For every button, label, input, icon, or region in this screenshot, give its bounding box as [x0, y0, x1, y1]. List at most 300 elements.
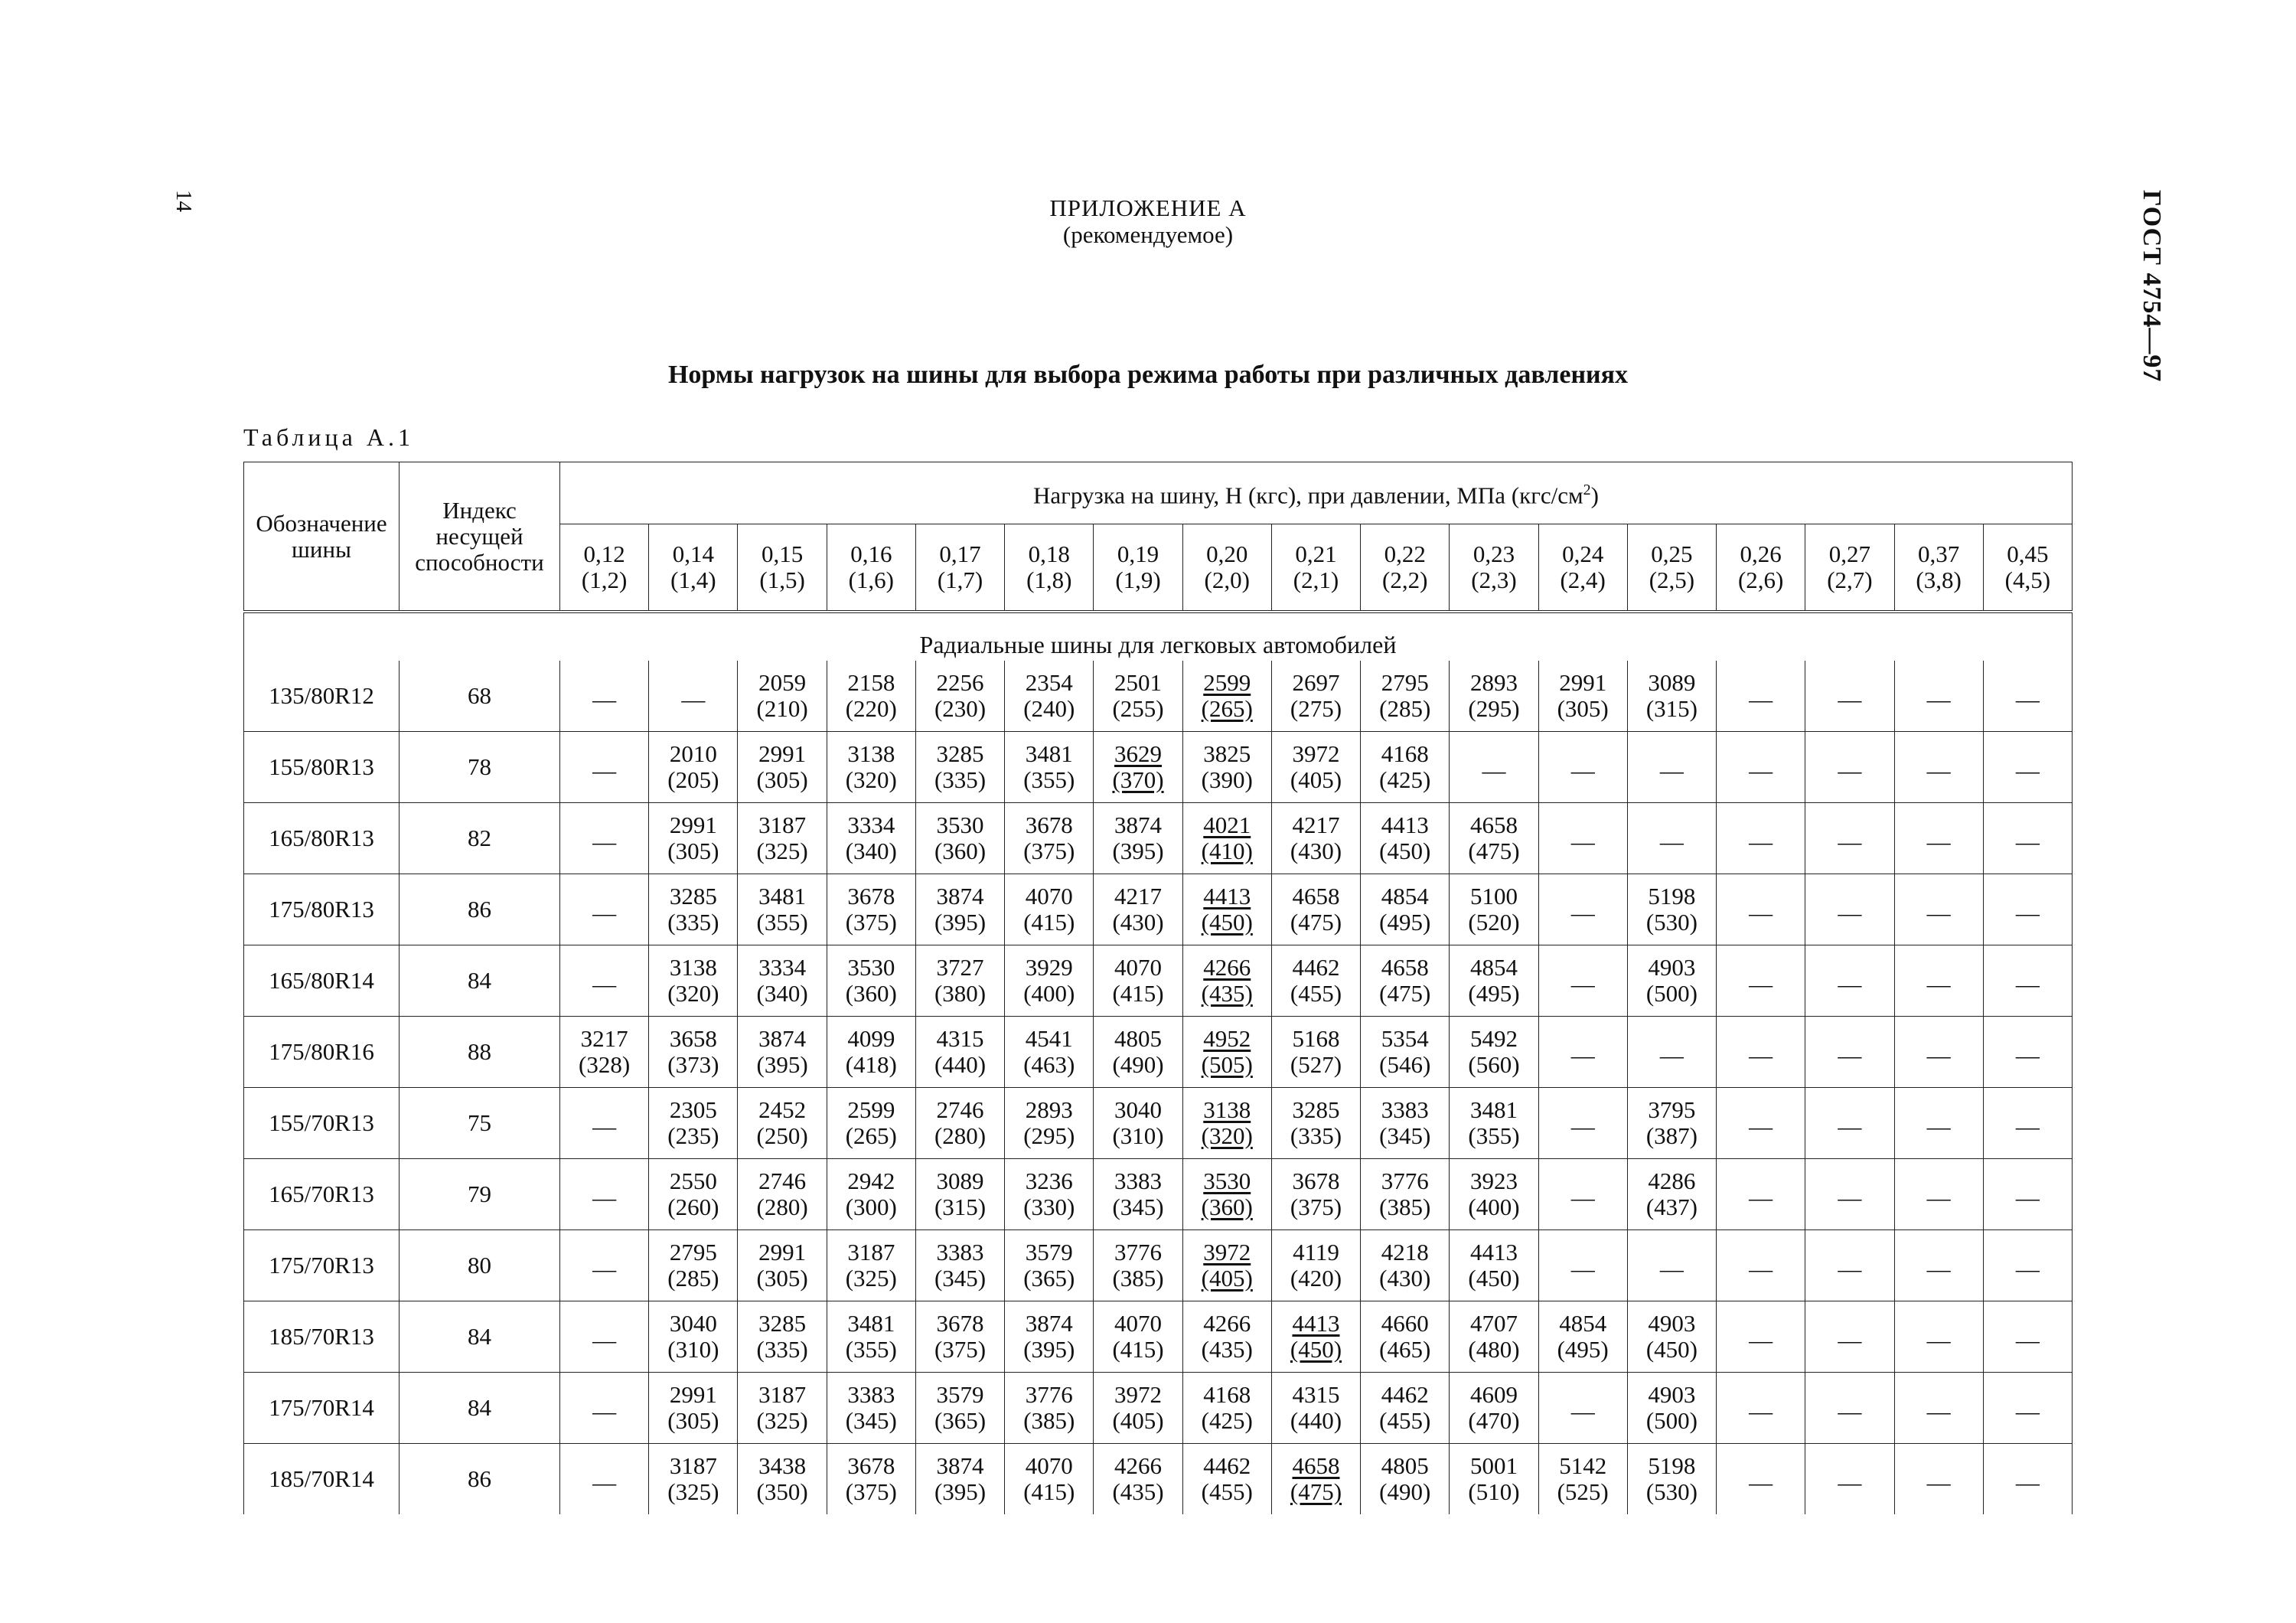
load-cell	[827, 732, 915, 803]
table-row	[244, 874, 2073, 945]
dash-mark: —	[592, 828, 617, 855]
empty-cell	[1894, 732, 1983, 803]
loads-table	[243, 462, 2073, 1514]
load-newtons: 3678	[936, 1310, 984, 1337]
load-newtons: 3187	[847, 1239, 895, 1265]
load-kgf: (440)	[1290, 1407, 1342, 1434]
load-newtons: 3438	[758, 1452, 807, 1479]
load-cell	[1094, 1301, 1182, 1373]
load-kgf: (320)	[845, 766, 897, 793]
load-kgf: (495)	[1468, 980, 1520, 1007]
dash-mark: —	[1749, 757, 1773, 784]
load-cell	[915, 732, 1004, 803]
pressure-kgf: (2,0)	[1204, 567, 1250, 593]
dash-mark: —	[1838, 1398, 1862, 1425]
load-kgf: (375)	[845, 1478, 897, 1505]
load-kgf: (260)	[667, 1194, 719, 1220]
table-row	[244, 1301, 2073, 1373]
load-index: 86	[400, 874, 560, 945]
dash-mark: —	[1926, 828, 1951, 855]
pressure-mpa: 0,17	[939, 540, 981, 567]
pressure-kgf: (2,2)	[1382, 567, 1428, 593]
appendix-subtitle: (рекомендуемое)	[1062, 221, 1234, 248]
load-kgf: (355)	[756, 909, 808, 936]
empty-cell	[560, 1301, 649, 1373]
load-cell	[827, 1017, 915, 1088]
load-kgf: (375)	[1290, 1194, 1342, 1220]
load-newtons: 4462	[1203, 1452, 1251, 1479]
load-cell	[738, 945, 827, 1017]
header-index: Индекс несущей способности	[400, 462, 560, 612]
load-cell	[1005, 945, 1094, 1017]
load-cell	[1094, 661, 1182, 732]
load-newtons: 5001	[1469, 1452, 1518, 1479]
table-row	[244, 945, 2073, 1017]
pressure-mpa: 0,12	[583, 540, 625, 567]
load-cell	[649, 945, 738, 1017]
empty-cell	[1983, 874, 2072, 945]
load-newtons: 2991	[669, 812, 717, 838]
load-cell	[1271, 1017, 1360, 1088]
dash-mark: —	[592, 900, 617, 926]
load-newtons: 4021	[1203, 812, 1251, 838]
load-kgf: (345)	[934, 1265, 987, 1292]
load-cell	[1271, 732, 1360, 803]
load-index: 86	[400, 1444, 560, 1515]
load-newtons: 3285	[936, 740, 984, 767]
load-newtons: 4952	[1203, 1025, 1251, 1052]
table-row	[244, 1159, 2073, 1230]
load-kgf: (425)	[1379, 766, 1431, 793]
header-load-sup: 2	[1583, 482, 1591, 499]
load-kgf: (385)	[1112, 1265, 1164, 1292]
load-kgf: (365)	[1023, 1265, 1075, 1292]
load-kgf: (475)	[1468, 838, 1520, 864]
dash-mark: —	[1659, 1256, 1684, 1282]
empty-cell	[1717, 874, 1805, 945]
pressure-header	[1005, 524, 1094, 612]
empty-cell	[560, 1444, 649, 1515]
load-newtons: 3187	[669, 1452, 717, 1479]
load-newtons: 3040	[669, 1310, 717, 1337]
empty-cell	[1717, 1301, 1805, 1373]
pressure-kgf: (2,1)	[1293, 567, 1339, 593]
load-cell	[1271, 1159, 1360, 1230]
empty-cell	[1983, 1017, 2072, 1088]
load-newtons: 2158	[847, 669, 895, 696]
load-kgf: (450)	[1645, 1336, 1698, 1363]
load-index: 84	[400, 1301, 560, 1373]
load-newtons: 4903	[1648, 1310, 1696, 1337]
load-kgf: (230)	[934, 695, 987, 722]
load-cell	[1005, 1373, 1094, 1444]
load-cell	[1450, 1159, 1538, 1230]
load-cell	[1361, 874, 1450, 945]
dash-mark: —	[1749, 1184, 1773, 1211]
load-newtons: 4413	[1292, 1310, 1340, 1337]
empty-cell	[1805, 1301, 1894, 1373]
empty-cell	[1894, 803, 1983, 874]
load-kgf: (415)	[1023, 1478, 1075, 1505]
pressure-header	[1450, 524, 1538, 612]
tire-designation: 165/70R13	[244, 1159, 400, 1230]
load-newtons: 2059	[758, 669, 807, 696]
pressure-kgf: (2,3)	[1471, 567, 1517, 593]
load-cell	[1182, 803, 1271, 874]
load-kgf: (355)	[1023, 766, 1075, 793]
dash-mark: —	[1838, 1256, 1862, 1282]
load-index: 79	[400, 1159, 560, 1230]
dash-mark: —	[1926, 971, 1951, 998]
empty-cell	[1627, 803, 1716, 874]
load-cell	[560, 1017, 649, 1088]
dash-mark: —	[1926, 757, 1951, 784]
dash-mark: —	[592, 757, 617, 784]
load-newtons: 4266	[1203, 1310, 1251, 1337]
empty-cell	[1717, 1230, 1805, 1301]
load-kgf: (546)	[1379, 1051, 1431, 1078]
pressure-header	[1717, 524, 1805, 612]
load-cell	[738, 803, 827, 874]
dash-mark: —	[1659, 828, 1684, 855]
load-newtons: 3678	[847, 883, 895, 909]
load-cell	[1094, 1088, 1182, 1159]
empty-cell	[1983, 732, 2072, 803]
dash-mark: —	[1749, 1256, 1773, 1282]
dash-mark: —	[2015, 971, 2040, 998]
load-newtons: 2697	[1292, 669, 1340, 696]
load-cell	[827, 1444, 915, 1515]
dash-mark: —	[1749, 1469, 1773, 1496]
pressure-kgf: (2,6)	[1737, 567, 1784, 593]
empty-cell	[1894, 661, 1983, 732]
empty-cell	[1983, 1159, 2072, 1230]
load-cell	[1182, 1159, 1271, 1230]
pressure-header	[1983, 524, 2072, 612]
load-cell	[915, 1088, 1004, 1159]
empty-cell	[560, 1373, 649, 1444]
load-newtons: 3285	[669, 883, 717, 909]
load-kgf: (340)	[756, 980, 808, 1007]
load-kgf: (400)	[1468, 1194, 1520, 1220]
load-cell	[738, 1444, 827, 1515]
empty-cell	[1717, 803, 1805, 874]
pressure-mpa: 0,37	[1918, 540, 1960, 567]
load-kgf: (405)	[1290, 766, 1342, 793]
load-kgf: (385)	[1379, 1194, 1431, 1220]
load-kgf: (300)	[845, 1194, 897, 1220]
load-cell	[1271, 661, 1360, 732]
load-kgf: (325)	[845, 1265, 897, 1292]
pressure-header	[1182, 524, 1271, 612]
load-cell	[738, 732, 827, 803]
header-tire: Обозначение шины	[244, 462, 400, 612]
load-cell	[827, 1373, 915, 1444]
load-kgf: (335)	[756, 1336, 808, 1363]
load-kgf: (280)	[756, 1194, 808, 1220]
empty-cell	[1538, 1159, 1627, 1230]
pressure-header	[827, 524, 915, 612]
pressure-header	[1805, 524, 1894, 612]
load-cell	[1271, 874, 1360, 945]
empty-cell	[1894, 1230, 1983, 1301]
dash-mark: —	[1749, 1042, 1773, 1069]
dash-mark: —	[1749, 1113, 1773, 1140]
load-kgf: (415)	[1112, 1336, 1164, 1363]
load-kgf: (405)	[1201, 1265, 1253, 1292]
load-newtons: 3138	[669, 954, 717, 981]
pressure-header	[738, 524, 827, 612]
load-index: 84	[400, 1373, 560, 1444]
load-newtons: 4168	[1203, 1381, 1251, 1408]
empty-cell	[1983, 1373, 2072, 1444]
pressure-kgf: (1,7)	[937, 567, 983, 593]
load-cell	[1271, 1373, 1360, 1444]
load-cell	[1005, 1017, 1094, 1088]
load-newtons: 2550	[669, 1167, 717, 1194]
empty-cell	[1983, 1301, 2072, 1373]
pressure-header	[1538, 524, 1627, 612]
empty-cell	[1717, 1373, 1805, 1444]
load-kgf: (365)	[934, 1407, 987, 1434]
load-kgf: (345)	[845, 1407, 897, 1434]
load-cell	[915, 1301, 1004, 1373]
dash-mark: —	[592, 1113, 617, 1140]
tire-designation: 175/70R14	[244, 1373, 400, 1444]
load-cell	[1450, 1373, 1538, 1444]
load-cell	[1271, 1444, 1360, 1515]
load-kgf: (375)	[934, 1336, 987, 1363]
load-cell	[738, 1088, 827, 1159]
pressure-mpa: 0,20	[1206, 540, 1248, 567]
load-newtons: 3727	[936, 954, 984, 981]
table-row	[244, 732, 2073, 803]
load-newtons: 4541	[1025, 1025, 1073, 1052]
load-newtons: 3678	[1292, 1167, 1340, 1194]
load-cell	[1627, 1444, 1716, 1515]
dash-mark: —	[1926, 1469, 1951, 1496]
load-cell	[827, 874, 915, 945]
load-newtons: 3678	[1025, 812, 1073, 838]
load-kgf: (315)	[1645, 695, 1698, 722]
load-newtons: 4315	[936, 1025, 984, 1052]
empty-cell	[1717, 945, 1805, 1017]
load-cell	[915, 1230, 1004, 1301]
load-newtons: 3334	[847, 812, 895, 838]
load-newtons: 3138	[847, 740, 895, 767]
load-cell	[1538, 1444, 1627, 1515]
load-index: 88	[400, 1017, 560, 1088]
dash-mark: —	[1749, 971, 1773, 998]
load-cell	[1361, 1017, 1450, 1088]
table-row	[244, 1444, 2073, 1515]
load-newtons: 3874	[758, 1025, 807, 1052]
dash-mark: —	[1926, 686, 1951, 713]
pressure-header	[1094, 524, 1182, 612]
load-newtons: 4658	[1469, 812, 1518, 838]
load-cell	[1361, 661, 1450, 732]
load-newtons: 3795	[1648, 1096, 1696, 1123]
load-cell	[738, 1373, 827, 1444]
load-kgf: (510)	[1468, 1478, 1520, 1505]
load-newtons: 4413	[1203, 883, 1251, 909]
load-newtons: 4609	[1469, 1381, 1518, 1408]
dash-mark: —	[1926, 1398, 1951, 1425]
load-cell	[1361, 1088, 1450, 1159]
load-kgf: (420)	[1290, 1265, 1342, 1292]
empty-cell	[1717, 1159, 1805, 1230]
load-newtons: 4903	[1648, 1381, 1696, 1408]
dash-mark: —	[1749, 686, 1773, 713]
header-load-end: )	[1590, 482, 1599, 509]
dash-mark: —	[1926, 1113, 1951, 1140]
pressure-header	[1894, 524, 1983, 612]
load-newtons: 4854	[1559, 1310, 1607, 1337]
dash-mark: —	[1926, 1327, 1951, 1354]
load-kgf: (305)	[756, 1265, 808, 1292]
pressure-kgf: (4,5)	[2004, 567, 2051, 593]
pressure-kgf: (2,4)	[1560, 567, 1606, 593]
empty-cell	[1894, 945, 1983, 1017]
empty-cell	[1538, 1088, 1627, 1159]
load-newtons: 3530	[936, 812, 984, 838]
dash-mark: —	[2015, 686, 2040, 713]
load-newtons: 3040	[1114, 1096, 1163, 1123]
load-newtons: 5100	[1469, 883, 1518, 909]
empty-cell	[1983, 803, 2072, 874]
load-kgf: (210)	[756, 695, 808, 722]
dash-mark: —	[2015, 1256, 2040, 1282]
load-kgf: (373)	[667, 1051, 719, 1078]
load-newtons: 4070	[1114, 1310, 1163, 1337]
load-newtons: 4266	[1203, 954, 1251, 981]
load-newtons: 4658	[1292, 883, 1340, 909]
load-newtons: 3530	[847, 954, 895, 981]
load-cell	[1005, 1444, 1094, 1515]
load-cell	[1005, 1301, 1094, 1373]
load-kgf: (490)	[1112, 1051, 1164, 1078]
load-newtons: 5198	[1648, 1452, 1696, 1479]
load-newtons: 2354	[1025, 669, 1073, 696]
load-kgf: (435)	[1112, 1478, 1164, 1505]
load-newtons: 2795	[669, 1239, 717, 1265]
load-newtons: 3481	[1469, 1096, 1518, 1123]
load-kgf: (325)	[667, 1478, 719, 1505]
load-kgf: (520)	[1468, 909, 1520, 936]
load-cell	[1361, 732, 1450, 803]
load-kgf: (470)	[1468, 1407, 1520, 1434]
load-newtons: 3658	[669, 1025, 717, 1052]
load-kgf: (220)	[845, 695, 897, 722]
dash-mark: —	[592, 1256, 617, 1282]
load-newtons: 4217	[1114, 883, 1163, 909]
empty-cell	[1627, 1230, 1716, 1301]
dash-mark: —	[2015, 1469, 2040, 1496]
load-kgf: (315)	[934, 1194, 987, 1220]
load-kgf: (235)	[667, 1122, 719, 1149]
load-newtons: 4413	[1381, 812, 1429, 838]
load-newtons: 4660	[1381, 1310, 1429, 1337]
load-newtons: 2256	[936, 669, 984, 696]
dash-mark: —	[1570, 1042, 1595, 1069]
dash-mark: —	[2015, 1327, 2040, 1354]
load-newtons: 2893	[1469, 669, 1518, 696]
load-cell	[1094, 1159, 1182, 1230]
dash-mark: —	[592, 1184, 617, 1211]
pressure-header	[560, 524, 649, 612]
pressure-kgf: (1,4)	[670, 567, 716, 593]
dash-mark: —	[1838, 686, 1862, 713]
load-cell	[1271, 1088, 1360, 1159]
load-kgf: (525)	[1557, 1478, 1609, 1505]
load-kgf: (500)	[1645, 1407, 1698, 1434]
load-newtons: 5354	[1381, 1025, 1429, 1052]
pressure-kgf: (2,7)	[1827, 567, 1873, 593]
load-cell	[649, 1159, 738, 1230]
load-kgf: (335)	[934, 766, 987, 793]
load-newtons: 3187	[758, 812, 807, 838]
load-newtons: 4218	[1381, 1239, 1429, 1265]
load-cell	[1005, 1159, 1094, 1230]
load-cell	[1182, 1017, 1271, 1088]
load-newtons: 4413	[1469, 1239, 1518, 1265]
dash-mark: —	[1570, 1113, 1595, 1140]
empty-cell	[560, 803, 649, 874]
load-cell	[1450, 661, 1538, 732]
appendix-title: ПРИЛОЖЕНИЕ А	[1049, 194, 1247, 221]
load-newtons: 2599	[1203, 669, 1251, 696]
load-cell	[1627, 1159, 1716, 1230]
dash-mark: —	[1749, 900, 1773, 926]
load-cell	[1271, 945, 1360, 1017]
load-cell	[1094, 874, 1182, 945]
pressure-kgf: (1,8)	[1026, 567, 1072, 593]
load-kgf: (455)	[1290, 980, 1342, 1007]
load-newtons: 4217	[1292, 812, 1340, 838]
load-cell	[1271, 1301, 1360, 1373]
load-kgf: (425)	[1201, 1407, 1253, 1434]
load-cell	[1182, 1230, 1271, 1301]
load-kgf: (380)	[934, 980, 987, 1007]
table-row	[244, 1230, 2073, 1301]
load-newtons: 2452	[758, 1096, 807, 1123]
empty-cell	[1805, 1017, 1894, 1088]
load-cell	[827, 661, 915, 732]
load-cell	[1182, 1301, 1271, 1373]
load-cell	[1094, 1017, 1182, 1088]
load-newtons: 3678	[847, 1452, 895, 1479]
pressure-mpa: 0,21	[1295, 540, 1337, 567]
load-kgf: (285)	[1379, 695, 1431, 722]
load-newtons: 3530	[1203, 1167, 1251, 1194]
empty-cell	[1538, 874, 1627, 945]
empty-cell	[1983, 661, 2072, 732]
load-cell	[1271, 803, 1360, 874]
load-newtons: 2991	[669, 1381, 717, 1408]
empty-cell	[1717, 1444, 1805, 1515]
dash-mark: —	[1838, 1469, 1862, 1496]
pressure-mpa: 0,27	[1828, 540, 1871, 567]
load-kgf: (375)	[1023, 838, 1075, 864]
load-cell	[1361, 1373, 1450, 1444]
empty-cell	[1894, 1017, 1983, 1088]
load-kgf: (455)	[1379, 1407, 1431, 1434]
load-newtons: 4315	[1292, 1381, 1340, 1408]
load-newtons: 4658	[1292, 1452, 1340, 1479]
empty-cell	[1805, 874, 1894, 945]
load-kgf: (455)	[1201, 1478, 1253, 1505]
load-newtons: 4070	[1025, 1452, 1073, 1479]
